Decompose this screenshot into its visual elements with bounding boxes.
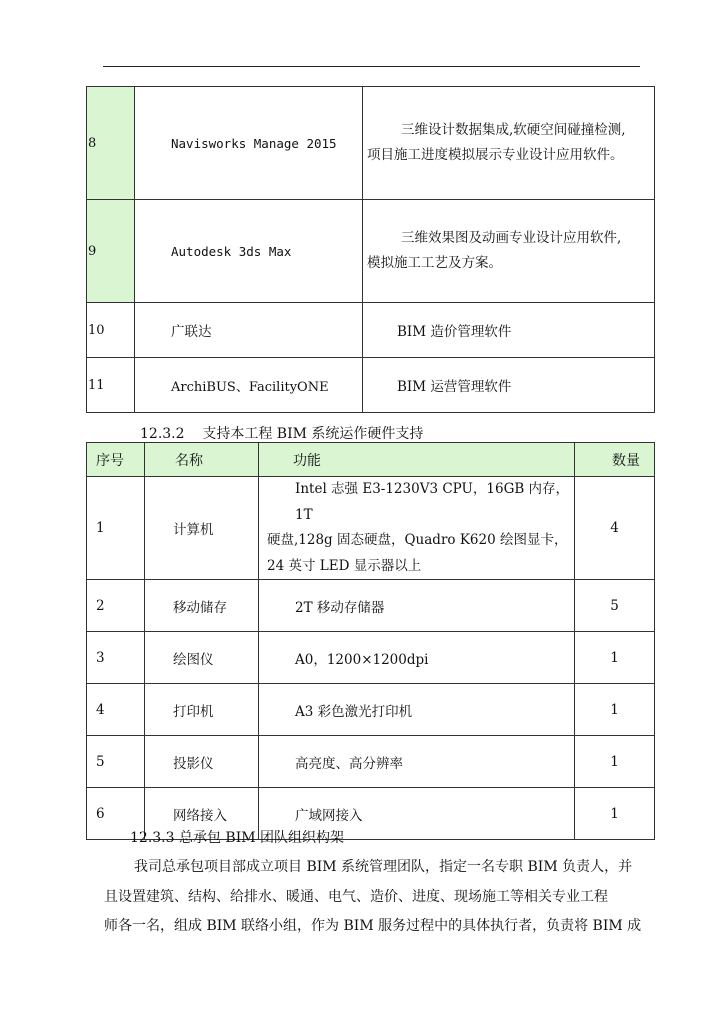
hardware-func-line: 硬盘,128g 固态硬盘，Quadro K620 绘图显卡， [267,532,568,548]
table-header-row [87,443,655,477]
table-row [87,580,655,632]
software-desc-line: 模拟施工工艺及方案。 [367,255,502,271]
header-rule [103,66,640,67]
software-desc [363,200,655,303]
hardware-name: 绘图仪 [145,632,259,684]
software-no: 11 [87,358,135,413]
software-desc-line: 三维效果图及动画专业设计应用软件, [401,230,622,246]
table-row [87,736,655,788]
hardware-no: 3 [87,632,145,684]
hardware-func: A0，1200×1200dpi [259,632,575,684]
hardware-name: 网络接入 [145,788,259,840]
table-row [87,303,655,358]
software-no: 10 [87,303,135,358]
hardware-func: A3 彩色激光打印机 [259,684,575,736]
header-name: 名称 [145,443,259,477]
team-section-title: 12.3.3 总承包 BIM 团队组织构架 [130,830,345,846]
software-name: ArchiBUS、FacilityONE [135,358,363,413]
software-name: Autodesk 3ds Max [135,200,363,303]
hardware-no: 5 [87,736,145,788]
hardware-func: 广域网接入 [259,788,575,840]
hardware-qty: 1 [575,684,655,736]
software-no: 8 [87,87,135,200]
hardware-no: 4 [87,684,145,736]
software-desc: BIM 运营管理软件 [363,358,655,413]
software-desc-line: 项目施工进度模拟展示专业设计应用软件。 [367,147,624,163]
hardware-name: 打印机 [145,684,259,736]
hardware-name: 计算机 [145,477,259,580]
hardware-func: 高亮度、高分辨率 [259,736,575,788]
table-row [87,87,655,200]
software-table [86,86,655,413]
software-name: Navisworks Manage 2015 [135,87,363,200]
hardware-no: 6 [87,788,145,840]
hardware-qty: 1 [575,788,655,840]
header-no: 序号 [87,443,145,477]
table-row [87,632,655,684]
software-desc [363,87,655,200]
table-row [87,200,655,303]
paragraph-line: 我司总承包项目部成立项目 BIM 系统管理团队，指定一名专职 BIM 负责人，并 [134,859,633,875]
hardware-func-line: Intel 志强 E3-1230V3 CPU，16GB 内存，1T [295,481,570,523]
table-row [87,358,655,413]
hardware-no: 1 [87,477,145,580]
hardware-qty: 1 [575,632,655,684]
hardware-section-title: 12.3.2 支持本工程 BIM 系统运作硬件支持 [140,426,424,442]
hardware-func: 2T 移动存储器 [259,580,575,632]
hardware-table [86,442,655,840]
paragraph-line: 且设置建筑、结构、给排水、暖通、电气、造价、进度、现场施工等相关专业工程 [104,889,608,905]
header-qty: 数量 [575,443,655,477]
software-desc-line: 三维设计数据集成,软硬空间碰撞检测, [401,122,626,138]
paragraph-line: 师各一名，组成 BIM 联络小组，作为 BIM 服务过程中的具体执行者，负责将 BIM 成 [104,918,642,934]
hardware-qty: 1 [575,736,655,788]
header-func: 功能 [259,443,575,477]
hardware-no: 2 [87,580,145,632]
hardware-func [259,477,575,580]
hardware-name: 移动储存 [145,580,259,632]
hardware-qty: 4 [575,477,655,580]
table-row [87,684,655,736]
table-row [87,477,655,580]
software-no: 9 [87,200,135,303]
hardware-qty: 5 [575,580,655,632]
hardware-func-line: 24 英寸 LED 显示器以上 [267,557,422,574]
software-desc: BIM 造价管理软件 [363,303,655,358]
software-name: 广联达 [135,303,363,358]
hardware-name: 投影仪 [145,736,259,788]
